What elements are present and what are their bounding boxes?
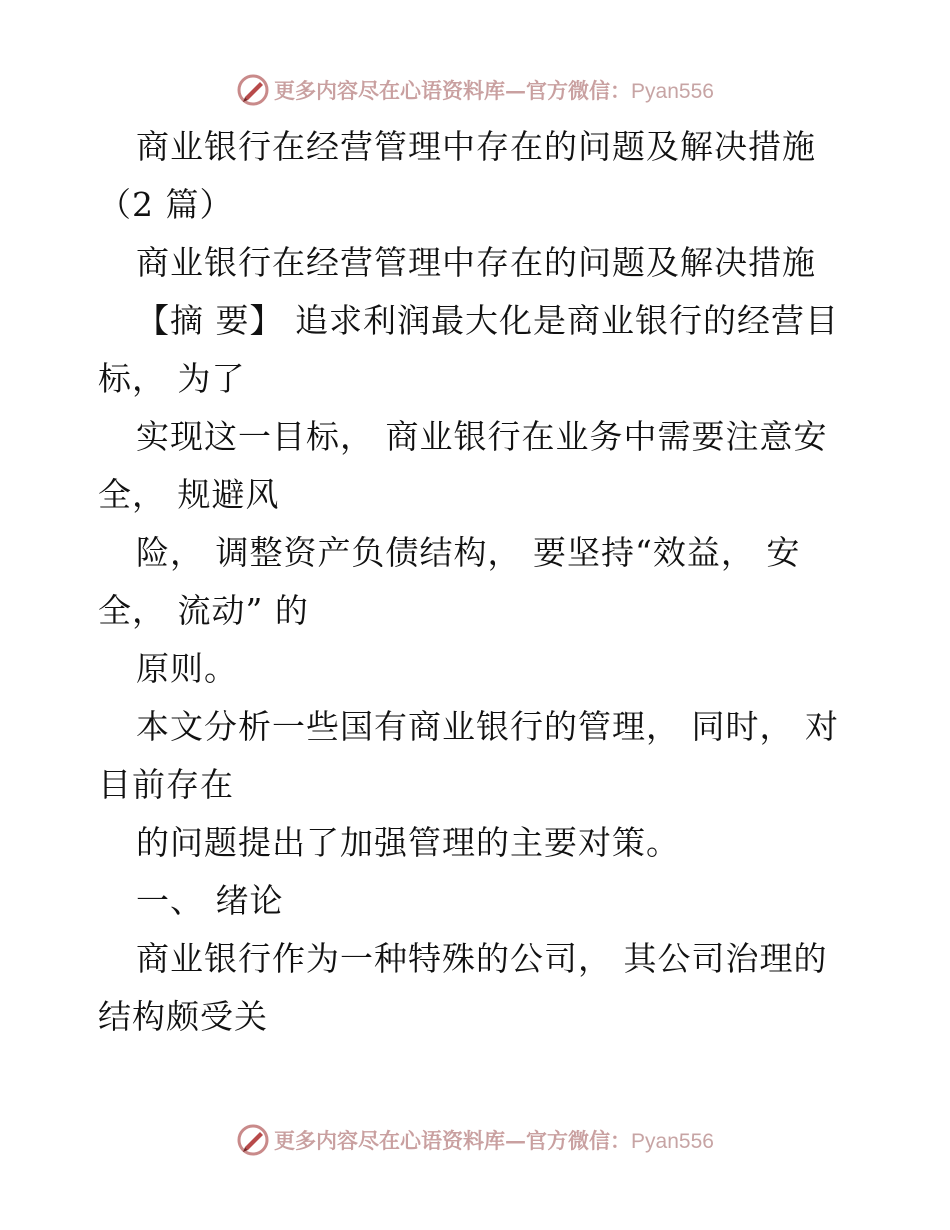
body-line: 原则。 (136, 649, 238, 688)
body-line: 的问题提出了加强管理的主要对策。 (136, 823, 680, 862)
pen-logo-icon (236, 73, 270, 107)
heading-line: 商业银行在经营管理中存在的问题及解决措施 (136, 243, 816, 282)
footer-watermark (0, 1120, 950, 1160)
body-line: 全， 规避风 (98, 475, 280, 514)
watermark-text: 更多内容尽在心语资料库—官方微信：Pyan556 (274, 1128, 714, 1153)
body-line: 实现这一目标， 商业银行在业务中需要注意安 (136, 417, 828, 456)
pen-logo-icon (236, 1123, 270, 1157)
body-line: 标， 为了 (98, 359, 246, 398)
watermark-handle: Pyan556 (631, 1130, 714, 1153)
watermark-text: 更多内容尽在心语资料库—官方微信：Pyan556 (274, 78, 714, 103)
body-line: 结构颇受关 (98, 997, 268, 1036)
abstract-line: 【摘 要】 追求利润最大化是商业银行的经营目 (136, 301, 839, 340)
title-line-1: 商业银行在经营管理中存在的问题及解决措施 (136, 127, 816, 166)
watermark-handle: Pyan556 (631, 80, 714, 103)
body-line: 全， 流动” 的 (98, 591, 309, 630)
body-line: 本文分析一些国有商业银行的管理， 同时， 对 (136, 707, 839, 746)
body-line: 目前存在 (98, 765, 234, 804)
header-watermark (0, 70, 950, 110)
section-heading: 一、 绪论 (136, 881, 284, 920)
body-line: 商业银行作为一种特殊的公司， 其公司治理的 (136, 939, 828, 978)
document-body (98, 118, 858, 1046)
body-line: 险， 调整资产负债结构， 要坚持“效益， 安 (136, 533, 801, 572)
title-line-2: （2 篇） (98, 185, 234, 224)
